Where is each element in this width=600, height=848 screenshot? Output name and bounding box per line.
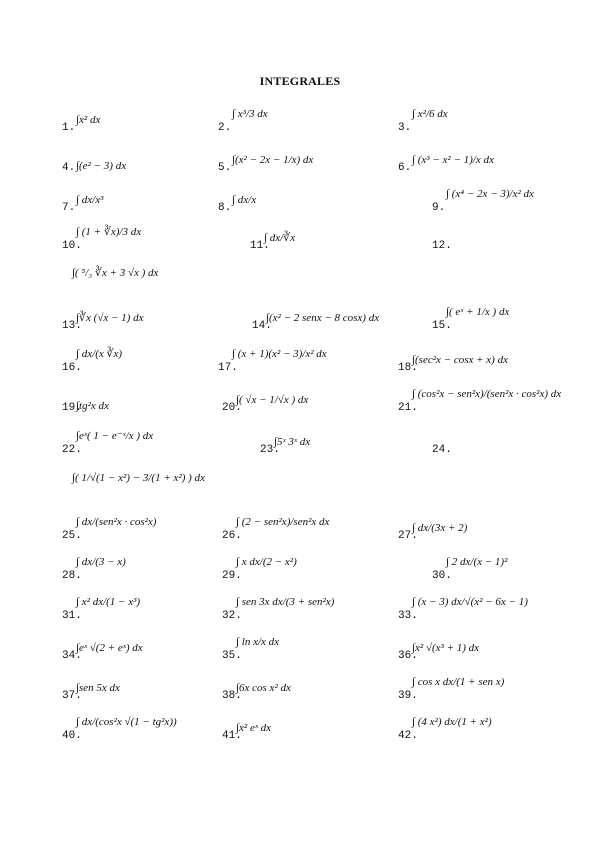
integral-expression: ∫tg²x dx — [76, 400, 109, 412]
integral-expression: ∫ (4 x²) dx/(1 + x²) — [412, 716, 492, 728]
item-number: 30. — [432, 570, 452, 582]
list-item — [62, 218, 242, 252]
integral-expression: ∫ x dx/(2 − x²) — [236, 556, 297, 568]
item-number: 33. — [398, 610, 418, 622]
item-number: 28. — [62, 570, 82, 582]
item-number: 18. — [398, 362, 418, 374]
integral-expression: ∫x² eˣ dx — [236, 722, 272, 734]
item-number: 21. — [398, 402, 418, 414]
list-item — [222, 380, 402, 414]
item-number: 1. — [62, 122, 76, 134]
list-item — [398, 708, 578, 742]
integral-expression: ∫ x² dx/(1 − x³) — [76, 596, 141, 608]
list-item — [432, 422, 600, 456]
integral-expression: ∫ (x³ − x² − 1)/x dx — [412, 154, 494, 166]
integral-expression: ∫ (cos²x − sen²x)/(sen²x · cos²x) dx — [412, 388, 562, 400]
item-number: 37. — [62, 690, 82, 702]
integral-expression: ∫x² √(x³ + 1) dx — [412, 642, 480, 654]
list-item — [62, 180, 242, 214]
integral-expression: ∫ dx/(sen²x · cos²x) — [76, 516, 157, 528]
item-number: 9. — [432, 202, 446, 214]
list-item — [62, 100, 242, 134]
integral-expression: ∫( eˣ + 1/x ) dx — [446, 306, 510, 318]
item-number: 6. — [398, 162, 412, 174]
integral-expression: ∫( √x − 1/√x ) dx — [236, 394, 309, 406]
list-item — [62, 422, 242, 456]
item-number: 32. — [222, 610, 242, 622]
item-number: 7. — [62, 202, 76, 214]
item-number: 11. — [250, 240, 270, 252]
list-item — [222, 508, 402, 542]
integral-expression: ∫ dx/(x ∛x) — [76, 348, 123, 360]
item-number: 19. — [62, 402, 82, 414]
integral-expression: ∫ (2 − sen²x)/sen²x dx — [236, 516, 330, 528]
item-number: 17. — [218, 362, 238, 374]
item-number: 35. — [222, 650, 242, 662]
list-item — [252, 298, 432, 332]
list-item — [432, 298, 600, 332]
item-number: 26. — [222, 530, 242, 542]
item-number: 14. — [252, 320, 272, 332]
integral-expression: ∫ cos x dx/(1 + sen x) — [412, 676, 505, 688]
integral-expression: ∫( 1/√(1 − x²) − 3/(1 + x²) ) dx — [72, 472, 205, 484]
list-item — [398, 588, 578, 622]
integral-expression: ∫∛x (√x − 1) dx — [76, 312, 144, 324]
integral-expression: ∫ dx/(3x + 2) — [412, 522, 468, 534]
list-item — [398, 100, 578, 134]
item-number: 36. — [398, 650, 418, 662]
list-item — [222, 588, 402, 622]
integral-expression: ∫ x²/6 dx — [412, 108, 448, 120]
item-number: 12. — [432, 240, 452, 252]
list-item — [218, 140, 398, 174]
integral-expression: ∫(sec²x − cosx + x) dx — [412, 354, 508, 366]
item-number: 2. — [218, 122, 232, 134]
integral-expression: ∫eˣ √(2 + eˣ) dx — [76, 642, 143, 654]
list-item — [260, 422, 440, 456]
integral-expression: ∫eˣ( 1 − e⁻ˣ/x ) dx — [76, 430, 154, 442]
list-item — [222, 668, 402, 702]
item-number: 39. — [398, 690, 418, 702]
list-item — [62, 380, 242, 414]
integral-expression: ∫5ˣ 3ˣ dx — [274, 436, 311, 448]
list-item — [398, 668, 578, 702]
integral-expression: ∫(e² − 3) dx — [76, 160, 127, 172]
integral-expression: ∫ dx/∛x — [264, 232, 296, 244]
list-item — [398, 380, 578, 414]
list-item — [222, 708, 402, 742]
list-item — [62, 588, 242, 622]
item-number: 25. — [62, 530, 82, 542]
integral-expression: ∫(x² − 2x − 1/x) dx — [232, 154, 314, 166]
item-number: 4. — [62, 162, 76, 174]
list-item — [62, 340, 242, 374]
list-item — [62, 298, 242, 332]
integral-expression: ∫ 2 dx/(x − 1)² — [446, 556, 508, 568]
integral-expression: ∫ sen 3x dx/(3 + sen²x) — [236, 596, 335, 608]
integral-expression: ∫(x² − 2 senx − 8 cosx) dx — [266, 312, 380, 324]
list-item — [432, 218, 600, 252]
item-number: 16. — [62, 362, 82, 374]
list-item — [62, 548, 242, 582]
integral-expression: ∫ x³/3 dx — [232, 108, 268, 120]
item-number: 24. — [432, 444, 452, 456]
list-item — [62, 708, 242, 742]
integral-expression: ∫ (x − 3) dx/√(x² − 6x − 1) — [412, 596, 528, 608]
list-item — [218, 100, 398, 134]
item-number: 13. — [62, 320, 82, 332]
item-number: 27. — [398, 530, 418, 542]
list-item — [222, 628, 402, 662]
integral-expression: ∫ dx/x — [232, 194, 257, 206]
item-number: 38. — [222, 690, 242, 702]
list-item — [62, 508, 242, 542]
item-number: 10. — [62, 240, 82, 252]
integral-expression: ∫ dx/(3 − x) — [76, 556, 126, 568]
integral-expression: ∫x² dx — [76, 114, 101, 126]
page-title: INTEGRALES — [259, 74, 341, 88]
list-item — [222, 548, 402, 582]
list-item — [398, 340, 578, 374]
integral-expression: ∫sen 5x dx — [76, 682, 120, 694]
list-item — [62, 668, 242, 702]
item-number: 3. — [398, 122, 412, 134]
list-item — [62, 628, 242, 662]
integral-expression: ∫ (x⁴ − 2x − 3)/x² dx — [446, 188, 534, 200]
item-number: 31. — [62, 610, 82, 622]
integral-expression: ∫ ln x/x dx — [236, 636, 280, 648]
integral-expression: ∫ (1 + ∛x)/3 dx — [76, 226, 142, 238]
item-number: 41. — [222, 730, 242, 742]
integral-expression: ∫ (x + 1)(x² − 3)/x² dx — [232, 348, 327, 360]
item-number: 8. — [218, 202, 232, 214]
item-number: 34. — [62, 650, 82, 662]
integral-expression: ∫6x cos x² dx — [236, 682, 291, 694]
list-item — [250, 218, 430, 252]
list-item — [62, 140, 242, 174]
list-item — [398, 140, 578, 174]
integral-expression: ∫ dx/(cos²x √(1 − tg²x)) — [76, 716, 177, 728]
list-item — [218, 340, 398, 374]
item-number: 23. — [260, 444, 280, 456]
list-item — [398, 508, 578, 542]
list-item — [218, 180, 398, 214]
item-number: 22. — [62, 444, 82, 456]
item-number: 40. — [62, 730, 82, 742]
list-item — [432, 548, 600, 582]
item-number: 29. — [222, 570, 242, 582]
integral-expression: ∫( ⁵/₃ ∛x + 3 √x ) dx — [72, 267, 159, 279]
integral-expression: ∫ dx/x³ — [76, 194, 104, 206]
list-item — [398, 628, 578, 662]
item-number: 42. — [398, 730, 418, 742]
list-item — [432, 180, 600, 214]
item-number: 5. — [218, 162, 232, 174]
item-number: 15. — [432, 320, 452, 332]
item-number: 20. — [222, 402, 242, 414]
